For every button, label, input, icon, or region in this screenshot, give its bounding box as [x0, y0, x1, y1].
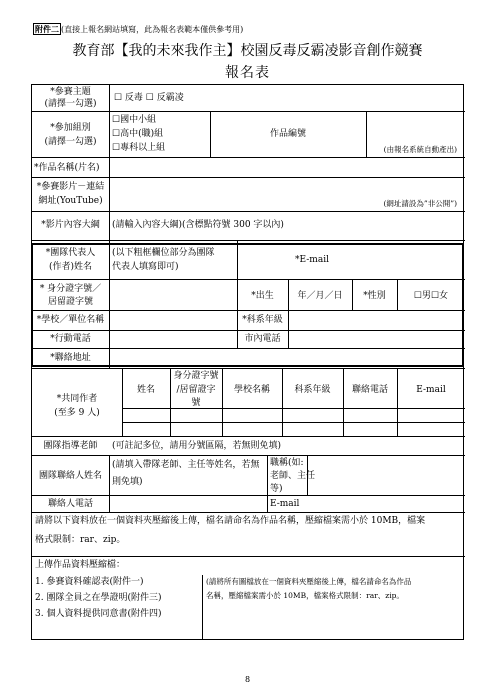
work-number-note: (由報名系統自動產出) — [383, 145, 457, 154]
attach-note-2: 名稱，壓縮檔案需小於 10MB，檔案格式限制：rar、zip。 — [206, 591, 404, 600]
rep-phone-label: 市內電話 — [244, 334, 281, 344]
work-number-label: 作品編號 — [269, 129, 306, 139]
contact-title-label: 職稱(如: — [270, 458, 304, 468]
rep-note: (以下粗框欄位部分為團隊 — [112, 248, 215, 258]
attach-item-2: 2. 團隊全員之在學證明(附件三) — [35, 593, 162, 603]
contact-phone-label: 聯絡人電話 — [47, 499, 93, 509]
page-number: 8 — [244, 675, 251, 684]
coauthor-col-id-3: 號 — [191, 398, 201, 408]
attachment-tag: 附件二 — [35, 24, 59, 34]
row-divider — [122, 422, 465, 423]
rep-gender-options[interactable]: ☐男☐女 — [413, 291, 449, 301]
col-divider — [366, 111, 367, 157]
row-divider — [32, 556, 465, 557]
row-divider — [32, 157, 465, 158]
col-divider — [397, 368, 398, 436]
col-divider — [282, 368, 283, 436]
group-option-college[interactable]: ☐專科以上組 — [112, 143, 166, 153]
video-link-note: (網址請設為”非公開”) — [383, 199, 457, 208]
row-divider — [32, 495, 465, 496]
rep-mobile-label: *行動電話 — [50, 334, 91, 344]
document-subtitle: 報名表 — [225, 65, 270, 81]
video-link-label: *參賽影片－連結 — [36, 182, 105, 192]
coauthor-col-dept: 科系年級 — [294, 385, 331, 395]
rep-label: *團隊代表人 — [45, 248, 96, 258]
attach-item-3: 3. 個人資料提供同意書(附件四) — [35, 609, 162, 619]
row-divider — [32, 211, 465, 212]
theme-options[interactable]: ☐ 反毒 ☐ 反霸凌 — [114, 93, 184, 103]
teacher-label: 團隊指導老師 — [43, 441, 98, 451]
coauthor-col-id: 身分證字號 — [173, 371, 219, 381]
coauthor-col-id-2: /居留證字 — [176, 385, 216, 395]
coauthor-col-phone: 聯絡電話 — [351, 385, 388, 395]
contact-email-label: E-mail — [270, 499, 300, 509]
row-divider — [32, 111, 465, 112]
row-divider — [32, 177, 465, 178]
contact-title-label-3: 等) — [270, 484, 283, 494]
col-divider — [222, 368, 223, 436]
coauthor-hint: (至多 9 人) — [54, 408, 100, 418]
attachment-note-text: (直接上報名網站填寫，此為報名表範本僅供參考用) — [61, 25, 244, 34]
rep-label-2: (作者)姓名 — [48, 262, 93, 272]
video-link-label-2: 網址(YouTube) — [38, 196, 103, 206]
theme-label: *參賽主題 — [50, 87, 91, 97]
contact-note: (請填入帶隊老師、主任等姓名，若無 — [112, 460, 260, 470]
group-label: *參加組別 — [50, 123, 91, 133]
rep-note-2: 代表人填寫即可) — [112, 262, 179, 272]
rep-email-label: *E-mail — [295, 255, 329, 265]
upload-instructions: 請將以下資料放在一個資料夾壓縮後上傳，檔名請命名為作品名稱，壓縮檔案需小於 10MB，檔案 — [35, 516, 426, 526]
representative-highlight-box — [31, 243, 464, 367]
summary-value[interactable]: (請輸入內容大綱)(含標點符號 300 字以內) — [112, 220, 284, 230]
summary-label: *影片內容大綱 — [41, 220, 100, 230]
row-divider — [32, 240, 465, 241]
row-divider — [32, 455, 465, 456]
attach-item-1: 1. 參賽資料確認表(附件一) — [35, 577, 144, 587]
contact-label: 團隊聯絡人姓名 — [38, 471, 102, 481]
coauthor-col-name: 姓名 — [136, 385, 155, 395]
group-option-junior[interactable]: ☐國中小組 — [112, 115, 157, 125]
row-divider — [32, 436, 465, 437]
row-divider — [32, 368, 465, 369]
row-divider — [32, 512, 465, 513]
rep-id-label-2: 居留證字號 — [47, 297, 93, 307]
upload-instructions-2: 格式限制：rar、zip。 — [35, 535, 126, 545]
coauthor-col-school: 學校名稱 — [233, 385, 270, 395]
attach-head: 上傳作品資料壓縮檔： — [35, 560, 126, 570]
theme-hint: (請擇一勾選) — [44, 99, 97, 109]
coauthor-label: *共同作者 — [56, 394, 98, 404]
group-option-senior[interactable]: ☐高中(職)組 — [112, 129, 164, 139]
contact-title-label-2: 老師、主任 — [270, 471, 316, 481]
attach-note: (請將所有圖檔放在一個資料夾壓縮後上傳，檔名請命名為作品 — [206, 577, 412, 586]
col-divider — [267, 455, 268, 512]
work-name-label: *作品名稱(片名) — [34, 163, 100, 173]
col-divider — [202, 575, 203, 639]
col-divider — [343, 368, 344, 436]
rep-address-label: *聯絡地址 — [50, 353, 91, 363]
col-divider — [122, 368, 123, 436]
rep-school-label: *學校／單位名稱 — [36, 315, 105, 325]
document-title: 教育部【我的未來我作主】校園反毒反霸凌影音創作競賽 — [72, 43, 423, 59]
attachment-note — [33, 24, 243, 35]
rep-dept-label: *科系年級 — [242, 315, 283, 325]
teacher-value[interactable]: (可註記多位，請用分號區隔，若無則免填) — [112, 441, 282, 451]
group-hint: (請擇一勾選) — [44, 137, 97, 147]
contact-note-2: 則免填) — [112, 477, 143, 487]
rep-gender-label: *性別 — [363, 291, 386, 301]
col-divider — [109, 455, 110, 512]
rep-birth-date[interactable]: 年／月／日 — [297, 291, 343, 301]
rep-id-label: * 身分證字號／ — [39, 284, 102, 294]
rep-birth-label: *出生 — [251, 291, 274, 301]
coauthor-col-email: E-mail — [416, 385, 446, 395]
